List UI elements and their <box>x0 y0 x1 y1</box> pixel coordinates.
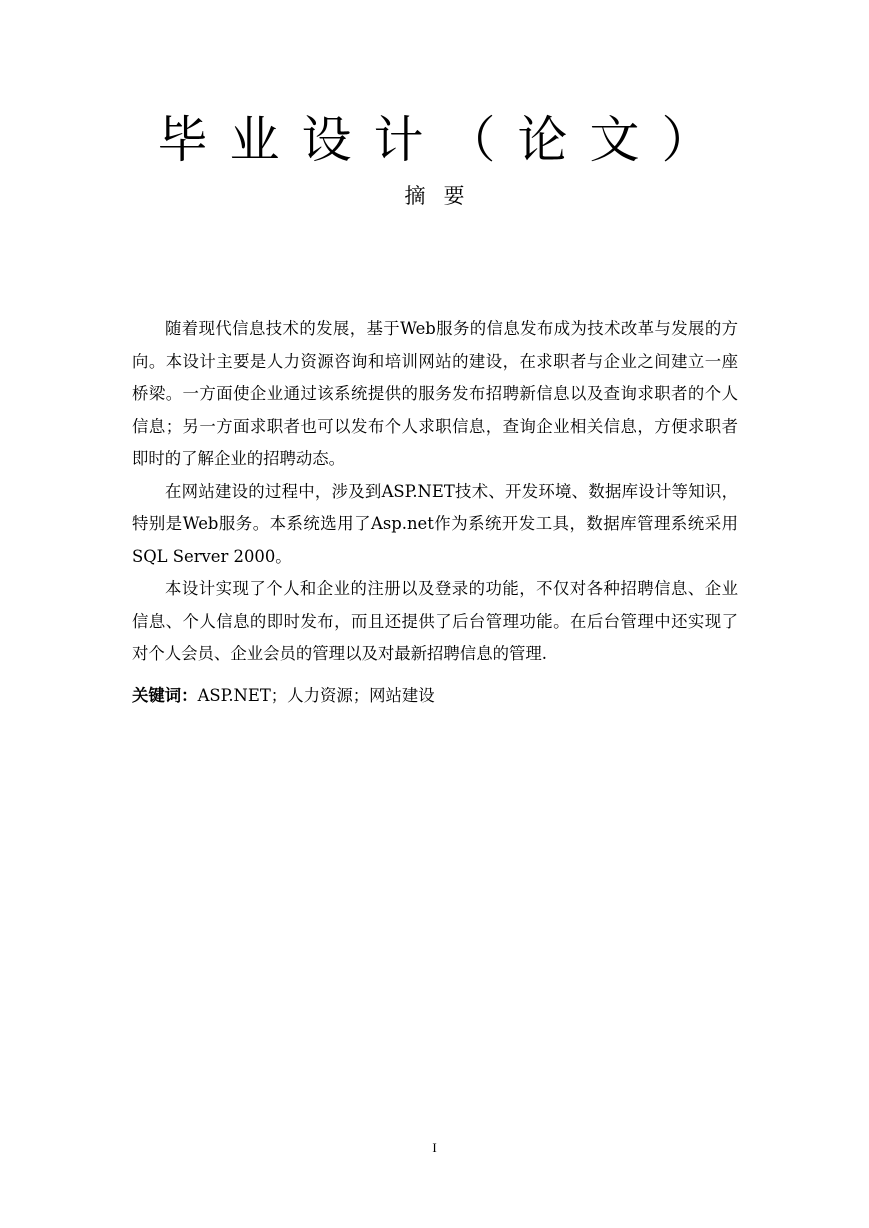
keywords-line <box>132 680 738 712</box>
document-title: 毕业设计（论文） <box>157 111 734 169</box>
keywords-label: 关键词： <box>132 686 198 705</box>
page-number: I <box>432 1140 437 1155</box>
abstract-paragraph-3: 本设计实现了个人和企业的注册以及登录的功能，不仅对各种招聘信息、企业信息、个人信息的即时发布，而且还提供了后台管理功能。在后台管理中还实现了对个人会员、企业会员的管理以及对最新招聘信息的管理. <box>132 579 738 663</box>
abstract-body <box>132 313 738 671</box>
keywords-value: ASP.NET；人力资源；网站建设 <box>197 686 435 705</box>
abstract-paragraph-1: 随着现代信息技术的发展，基于Web服务的信息发布成为技术改革与发展的方向。本设计主要是人力资源咨询和培训网站的建设，在求职者与企业之间建立一座桥梁。一方面使企业通过该系统提供的服务发布招聘新信息以及查询求职者的个人信息；另一方面求职者也可以发布个人求职信息，查询企业相关信息，方便求职者即时的了解企业的招聘动态。 <box>132 319 738 468</box>
abstract-heading: 摘要 <box>404 184 483 208</box>
abstract-paragraph-2: 在网站建设的过程中，涉及到ASP.NET技术、开发环境、数据库设计等知识，特别是Web服务。本系统选用了Asp.net作为系统开发工具，数据库管理系统采用SQL Server 2000。 <box>132 481 738 566</box>
